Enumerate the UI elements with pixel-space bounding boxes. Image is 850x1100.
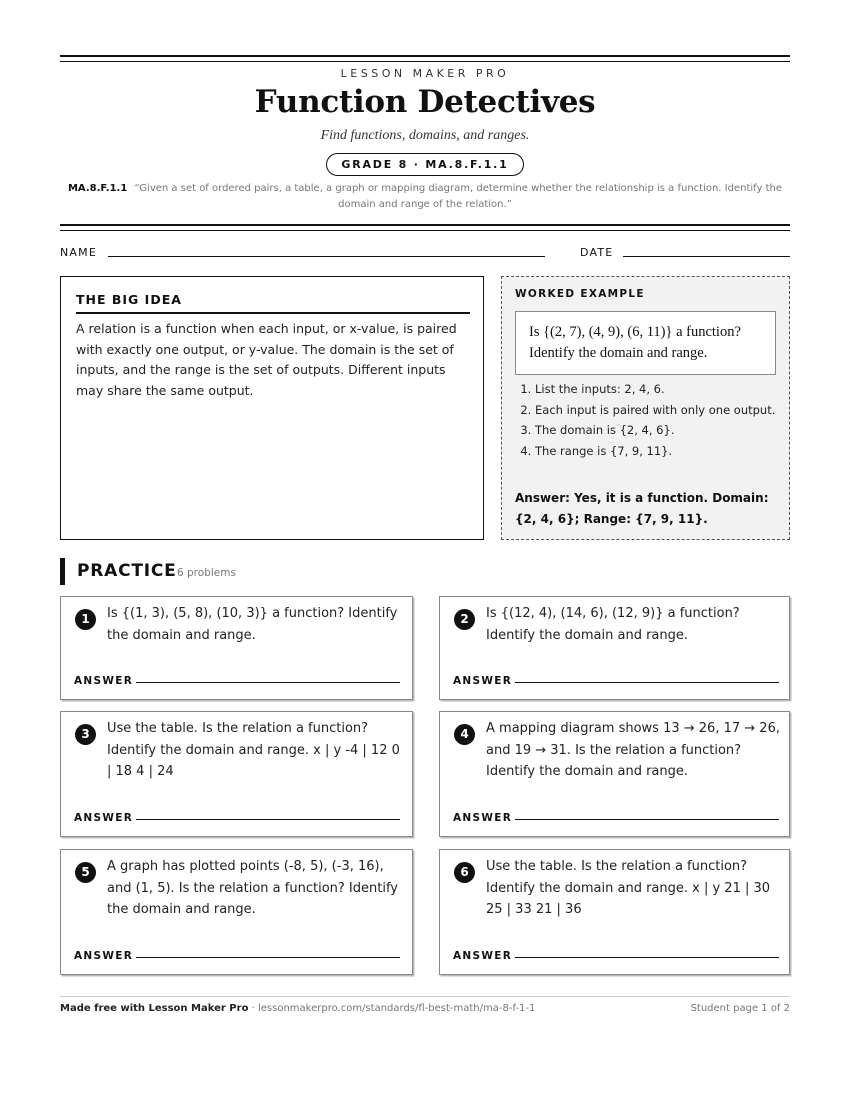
problem-card-2 xyxy=(439,596,790,700)
big-idea-divider xyxy=(76,312,470,314)
answer-line[interactable] xyxy=(515,957,779,958)
footer-divider xyxy=(60,996,790,997)
problem-number-badge: 2 xyxy=(454,609,475,630)
answer-label: ANSWER xyxy=(453,675,513,687)
standard-text: “Given a set of ordered pairs, a table, a graph or mapping diagram, determine whether the relationship is a function. Identify the domain and range of the relation.” xyxy=(134,183,783,210)
problem-card-1 xyxy=(60,596,413,700)
worked-step: 3. The domain is {2, 4, 6}. xyxy=(535,420,797,441)
grade-badge: GRADE 8 · MA.8.F.1.1 xyxy=(326,153,523,176)
problem-card-5 xyxy=(60,849,413,975)
standard-code: MA.8.F.1.1 xyxy=(67,183,128,194)
problem-text: Use the table. Is the relation a function? Identify the domain and range. x | y 21 | 30 25 | 33 21 | 36 xyxy=(486,859,771,917)
answer-line[interactable] xyxy=(136,819,400,820)
problem-number-badge: 5 xyxy=(75,862,96,883)
date-input-line[interactable] xyxy=(623,256,790,257)
footer-page-number: Student page 1 of 2 xyxy=(690,1003,790,1014)
name-input-line[interactable] xyxy=(108,256,545,257)
problem-text: Use the table. Is the relation a function? Identify the domain and range. x | y -4 | 12 0 | 18 4 | 24 xyxy=(107,721,400,779)
answer-line[interactable] xyxy=(515,819,779,820)
practice-count: 6 problems xyxy=(177,567,236,579)
brand-label: LESSON MAKER PRO xyxy=(340,67,510,80)
problem-number-badge: 4 xyxy=(454,724,475,745)
worked-example-steps xyxy=(515,379,797,461)
standard-statement xyxy=(60,181,790,213)
header-bottom-double-rule xyxy=(60,224,790,231)
footer-made-with: Made free with Lesson Maker Pro xyxy=(60,1003,249,1014)
answer-line[interactable] xyxy=(136,682,400,683)
answer-label: ANSWER xyxy=(453,950,513,962)
top-double-rule xyxy=(60,55,790,62)
problem-number-badge: 6 xyxy=(454,862,475,883)
practice-heading: PRACTICE xyxy=(77,561,177,581)
problem-number-badge: 1 xyxy=(75,609,96,630)
problem-card-6 xyxy=(439,849,790,975)
worked-step: 4. The range is {7, 9, 11}. xyxy=(535,441,797,462)
problem-card-3 xyxy=(60,711,413,837)
problem-text: A graph has plotted points (-8, 5), (-3, 16), and (1, 5). Is the relation a function? Identify the domain and range. xyxy=(107,859,398,917)
date-label: DATE xyxy=(580,246,614,259)
worked-step: 2. Each input is paired with only one output. xyxy=(535,400,797,421)
name-label: NAME xyxy=(60,246,97,259)
worked-example-heading: WORKED EXAMPLE xyxy=(515,288,645,300)
big-idea-box xyxy=(60,276,484,540)
worksheet-page xyxy=(60,0,790,1100)
answer-label: ANSWER xyxy=(74,675,134,687)
problem-text: Is {(1, 3), (5, 8), (10, 3)} a function? Identify the domain and range. xyxy=(107,606,398,643)
worked-step: 1. List the inputs: 2, 4, 6. xyxy=(535,379,797,400)
worked-example-box xyxy=(501,276,790,540)
answer-label: ANSWER xyxy=(453,812,513,824)
answer-line[interactable] xyxy=(515,682,779,683)
problem-text: A mapping diagram shows 13 → 26, 17 → 26, and 19 → 31. Is the relation a function? Identify the domain and range. xyxy=(486,721,780,779)
page-title: Function Detectives xyxy=(254,84,596,120)
practice-accent-bar xyxy=(60,558,65,585)
page-subtitle: Find functions, domains, and ranges. xyxy=(320,128,530,143)
answer-label: ANSWER xyxy=(74,950,134,962)
worked-example-answer: Answer: Yes, it is a function. Domain: {2, 4, 6}; Range: {7, 9, 11}. xyxy=(515,491,769,526)
grade-badge-wrap xyxy=(60,153,790,176)
footer-credit xyxy=(60,1003,535,1014)
problem-text: Is {(12, 4), (14, 6), (12, 9)} a function? Identify the domain and range. xyxy=(486,606,740,643)
worked-example-question: Is {(2, 7), (4, 9), (6, 11)} a function? Identify the domain and range. xyxy=(515,311,776,375)
big-idea-heading: THE BIG IDEA xyxy=(76,292,182,307)
big-idea-text: A relation is a function when each input, or x-value, is paired with exactly one output, or y-value. The domain is the set of inputs, and the range is the set of outputs. Different inputs may share the same output. xyxy=(76,321,457,398)
problem-card-4 xyxy=(439,711,790,837)
problem-number-badge: 3 xyxy=(75,724,96,745)
answer-label: ANSWER xyxy=(74,812,134,824)
footer-url-link[interactable]: · lessonmakerpro.com/standards/fl-best-math/ma-8-f-1-1 xyxy=(248,1003,536,1014)
answer-line[interactable] xyxy=(136,957,400,958)
